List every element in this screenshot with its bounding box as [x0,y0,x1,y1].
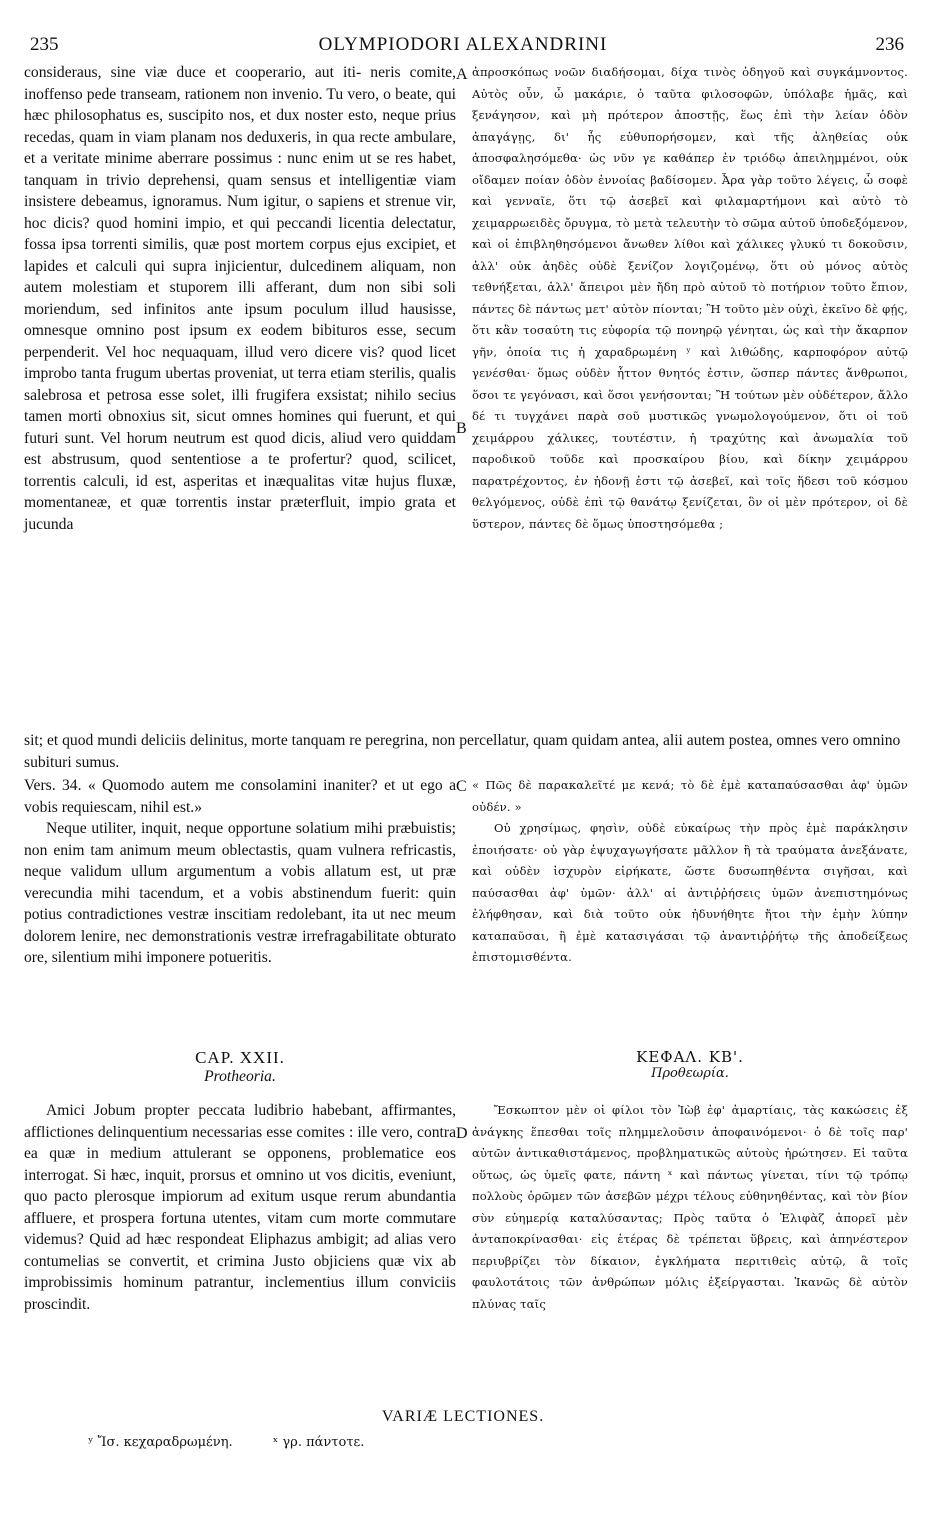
latin-column-section-2 [24,775,456,969]
latin-chapter-title: CAP. XXII. [195,1048,285,1067]
running-title: OLYMPIODORI ALEXANDRINI [318,34,608,55]
latin-chapter-heading [24,1048,456,1098]
page-number-left: 235 [30,34,59,55]
margin-marker-b: B [456,420,467,437]
latin-text-2: Neque utiliter, inquit, neque opportune solatium mihi præbuistis; non enim tam animum meum oblectastis, quam vulnera refricastis, neque validum ullum argumentum a vobis allatum est, ut præ verecundia mihi tacendum, et a vobis abstinendum fuerit: quin potius contradictiones vestræ inscitiam redolebant, ita ut nec meum dolorem lenire, nec demonstrationis vestræ irrefragabilitate obturato ore, silentium mihi imponere potueritis. [24,820,456,966]
latin-column-section-3 [24,1100,456,1315]
greek-protheoria-text: Ἔσκωπτον μὲν οἱ φίλοι τὸν Ἰὼβ ἐφ' ἁμαρτίαις, τὰς κακώσεις ἐξ ἀνάγκης ἕπεσθαι τοῖς πλημμελοῦσιν ἀποφαινόμενοι· ὁ δὲ τοῖς παρ' αὐτῶν ἀντικαθιστάμενος, προβληματικῶς αὐτοὺς ἠρώτησεν. Εἰ ταῦτα οὕτως, ὡς ὑμεῖς φατε, πάντη ˣ καὶ πάντως γίνεται, τίνι τῷ τρόπῳ πολλοὺς ὁρῶμεν τῶν ἀσεβῶν μέχρι τέλους εὐθηνηθέντας, καὶ τὸν βίον σὺν εὐημερίᾳ καταλύσαντας; Πρὸς ταῦτα ὁ Ἐλιφὰζ ἀπορεῖ μὲν ἀνταποκρίνασθαι· εἰς ἑτέρας δὲ τρέπεται ὕβρεις, καὶ ἀπηνέστερον περιυβρίζει τὸν δίκαιον, ἐγκλήματα περιτιθεὶς αὐτῷ, ἃ τοῖς φαυλοτάτοις τῶν ἀνθρώπων μόλις ἐξείργασται. Ἱκανῶς δὲ αὐτὸν πλύνας ταῖς [472,1103,908,1311]
greek-text-1: ἀπροσκόπως νοῶν διαδήσομαι, δίχα τινὸς ὁδηγοῦ καὶ συγκάμνοντος. Αὐτὸς οὖν, ὦ μακάριε, ὁ ταῦτα φιλοσοφῶν, ὑπόλαβε ἡμᾶς, καὶ ξενάγησον, καὶ μὴ πρότερον ἀποστῇς, ἕως ἐπὶ τὴν λείαν ὁδὸν ἀπαγάγῃς, δι' ἧς εὐθυπορήσομεν, καὶ τῆς ἀληθείας οὐκ ἀποσφαλησόμεθα· ὡς νῦν γε καθάπερ ἐν τριόδῳ ἀπειλημμένοι, οὐκ οἴδαμεν ποίαν ὁδὸν ἐννοίας βαδίσομεν. Ἆρα γὰρ τοῦτο λέγεις, ὦ σοφὲ καὶ γενναῖε, ὅτι τῷ ἀσεβεῖ καὶ φιλαμαρτήμονι καὶ αὐτὸ τὸ χειμαρρωειδὲς ὄρυγμα, τὸ μετὰ τελευτὴν τὸ σῶμα αὐτοῦ ὑποδεξόμενον, καὶ οἱ ἐπιβληθησόμενοι ἄνωθεν λίθοι καὶ χάλικες γλυκύ τι δοκοῦσιν, ἀλλ' οὐκ ἀηδὲς οὐδὲ ξενίζον λογιζομένῳ, ὅτι οὐ μόνος αὐτὸς τεθνήξεται, ἀλλ' ἄπειροι μὲν ἤδη πρὸ αὐτοῦ τὸ ποτήριον τοῦτο ἔπιον, πάντες δὲ πάντως μετ' αὐτὸν πίονται; Ἢ τοῦτο μὲν οὐχὶ, ἐκεῖνο δὲ φῄς, ὅτι κἂν τοσαύτη τις εὐφορία τῷ πονηρῷ γένηται, ὡς καὶ τὴν ἄκαρπον γῆν, ὁποία τις ἡ χαραδρωμένη ʸ καὶ λιθώδης, καρποφόρον αὐτῷ γενέσθαι· ὅμως οὐδὲν ἧττον θνητός ἐστιν, ὥσπερ πάντες ἄνθρωποι, ὅσοι τε γεγόνασι, καὶ ὅσοι γενήσονται; Ἢ τούτων μὲν οὐδέτερον, ἄλλο δέ τι τυγχάνει παρὰ σοῦ μυστικῶς γνωμολογούμενον, ὅτι οἱ τοῦ χειμάρρου χάλικες, τουτέστιν, ἡ τραχύτης καὶ ἀνωμαλία τοῦ παροδικοῦ τοῦδε καὶ προσκαίρου βίου, καὶ δίκην χειμάρρου παρατρέχοντος, ἐν ἡδονῇ ἐστι τῷ ἀσεβεῖ, καὶ τοῖς ἥδεσι τοῦ κόσμου θελγόμενος, οὐδὲ ἐπὶ τῷ θανάτῳ ξενίζεται, ὃν οἱ μὲν πρότερον, οἱ δὲ ὕστερον, πάντες δὲ ὅμως ὑποστησόμεθα ; [472,65,908,531]
variant-note-x: ˣ γρ. πάντοτε. [272,1435,365,1450]
greek-chapter-subtitle: Προθεωρία. [651,1066,729,1081]
greek-column-section-3 [472,1100,908,1315]
page-number-right: 236 [875,34,904,55]
variant-note-y: ʸ Ἴσ. κεχαραδρωμένη. [88,1435,233,1450]
latin-chapter-subtitle: Protheoria. [204,1068,276,1085]
latin-protheoria-text: Amici Jobum propter peccata ludibrio habebant, affirmantes, afflictiones delinquentium necessarias esse comites : ille vero, contra ea quæ in medium attulerant se opponens, problematice eos interrogat. Si hæc, inquit, prorsus et omnino ut vos dicitis, eveniunt, quo pacto plerosque impiorum ad exitum usque rerum abundantia affluere, et prospera fortuna utentes, vitam cum morte commutare videmus? Quid ad hæc respondeat Eliphazus ambigit; ad alias vero contumelias se convertit, et crimina Justo objiciens quæ vix ab improbissimis hominum patrantur, inclementius illum conviciis proscindit. [24,1102,456,1313]
greek-text-2: Οὐ χρησίμως, φησὶν, οὐδὲ εὐκαίρως τὴν πρὸς ἐμὲ παράκλησιν ἐποιήσατε· οὐ γὰρ ἐψυχαγωγήσατε μᾶλλον ἢ τὰ τραύματα ἀνεξάνατε, καὶ οὐδὲν ἰσχυρὸν εἰρήκατε, ὥστε δυσωπηθέντα σιγῆσαι, καὶ παύσασθαι ἀφ' ὑμῶν· ἀλλ' αἱ ἀντιῤῥήσεις ὑμῶν ἀνεπιστημόνως ἐλήφθησαν, καὶ διὰ τοῦτο οὐκ ἠδυνήθητε ἤτοι τὴν ἐμὴν λύπην καταπαῦσαι, ἢ ἐμὲ κατασιγάσαι τῷ ἀναντιῤῥήτῳ τῆς ἀποδείξεως ἐπιστομισθέντα. [472,821,908,964]
latin-verse-34: Vers. 34. « Quomodo autem me consolamini inaniter? et ut ego a vobis requiescam, nihil est.» [24,777,456,816]
greek-chapter-heading [472,1048,908,1093]
margin-marker-a: A [456,66,468,83]
greek-column-section-1 [472,62,908,535]
greek-chapter-title: ΚΕΦΑΛ. ΚΒ'. [636,1048,744,1066]
latin-column-section-1 [24,62,456,535]
latin-full-width-line: sit; et quod mundi deliciis delinitus, morte tanquam re peregrina, non percellatur, quam quidam antea, alii autem postea, omnes vero omnino subituri sumus. [24,732,901,771]
greek-verse-34: « Πῶς δὲ παρακαλεῖτέ με κενά; τὸ δὲ ἐμὲ καταπαύσασθαι ἀφ' ὑμῶν οὐδέν. » [472,778,908,814]
latin-text-1: consideraus, sine viæ duce et cooperario, aut iti- neris comite, inoffenso pede transeam, rationem non invenio. Tu vero, o beate, qui hæc philosophatus es, suscipito nos, et dux noster esto, neque prius recedas, quam in viam planam nos deduxeris, in qua recte ambulare, et a veritate minime aberrare possimus : nunc enim ut se res habet, tanquam in trivio deprehensi, quam sensus et intelligentiæ viam insistere debeamus, ignoramus. Num igitur, o sapiens et strenue vir, hoc dicis? quod homini impio, et qui peccandi licentia delectatur, fossa ipsa torrenti similis, quæ post mortem corpus ejus excipiet, et lapides et calculi qui supra injicientur, dulcedinem aliquam, non autem molestiam et stuporem illi afferant, dum non sibi soli moriendum, sed infinitos ante ipsum poculum illud hausisse, omnesque omnino post ipsum ex eodem bibituros esse, secum perpenderit. Vel hoc nequaquam, illud vero dicere vis? quod licet improbo tanta frugum ubertas proveniat, ut terra etiam sterilis, qualis salebrosa et petrosa esse solet, illi frugifera exsistat; nihilo secius tamen morti obnoxius sit, sicut omnes homines qui fuerunt, et qui futuri sunt. Vel horum neutrum est quod dicis, aliud vero quiddam est abstrusum, quod sententiose a te profertur? quod, scilicet, torrentis calculi, id est, asperitas et inæqualitas vitæ hujus fluxæ, momentaneæ, et quæ torrentis instar præterfluit, impio grata et jucunda [24,64,456,533]
variae-lectiones-heading: VARIÆ LECTIONES. [381,1408,545,1425]
variae-lectiones-notes [88,1435,400,1450]
margin-marker-c: C [456,778,467,795]
greek-column-section-2 [472,775,908,969]
margin-marker-d: D [456,1125,468,1142]
